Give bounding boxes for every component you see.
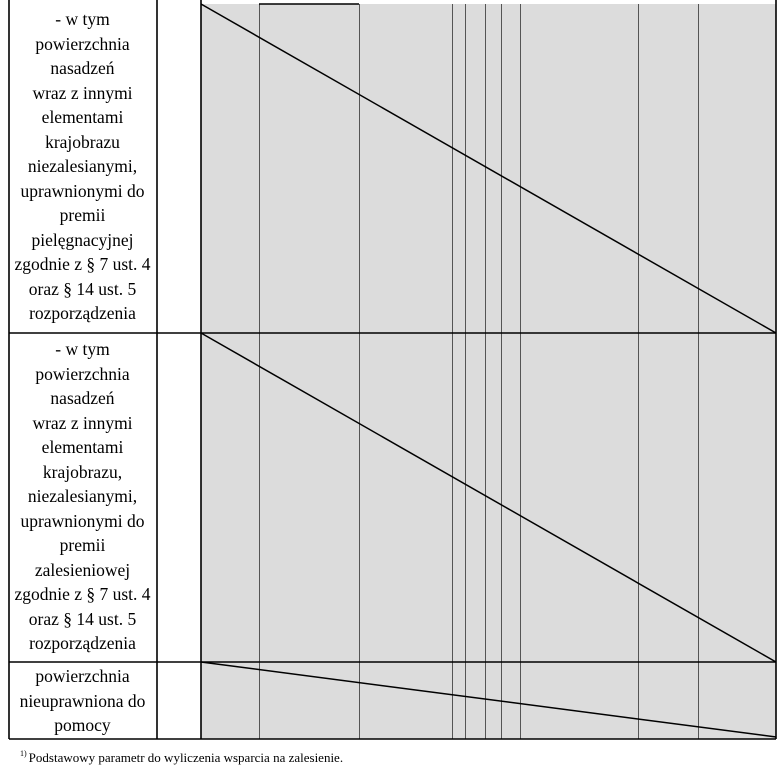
footnote-text: Podstawowy parametr do wyliczenia wsparcia na zalesienie. [28,750,344,765]
footnote-marker: 1) [20,749,27,758]
footnote [20,745,343,767]
row-2-label: - w tym powierzchnia nasadzeń wraz z innymi elementami krajobrazu, niezalesianymi, uprawnionymi do premii zalesieniowej zgodnie z § 7 ust. 4 oraz § 14 ust. 5 rozporządzenia [14,339,151,653]
row-1-label: - w tym powierzchnia nasadzeń wraz z innymi elementami krajobrazu niezalesianymi, uprawnionymi do premii pielęgnacyjnej zgodnie z § 7 ust. 4 oraz § 14 ust. 5 rozporządzenia [14,9,151,323]
shaded-area [201,4,776,739]
row-3-label: powierzchnia nieuprawniona do pomocy [19,666,146,735]
